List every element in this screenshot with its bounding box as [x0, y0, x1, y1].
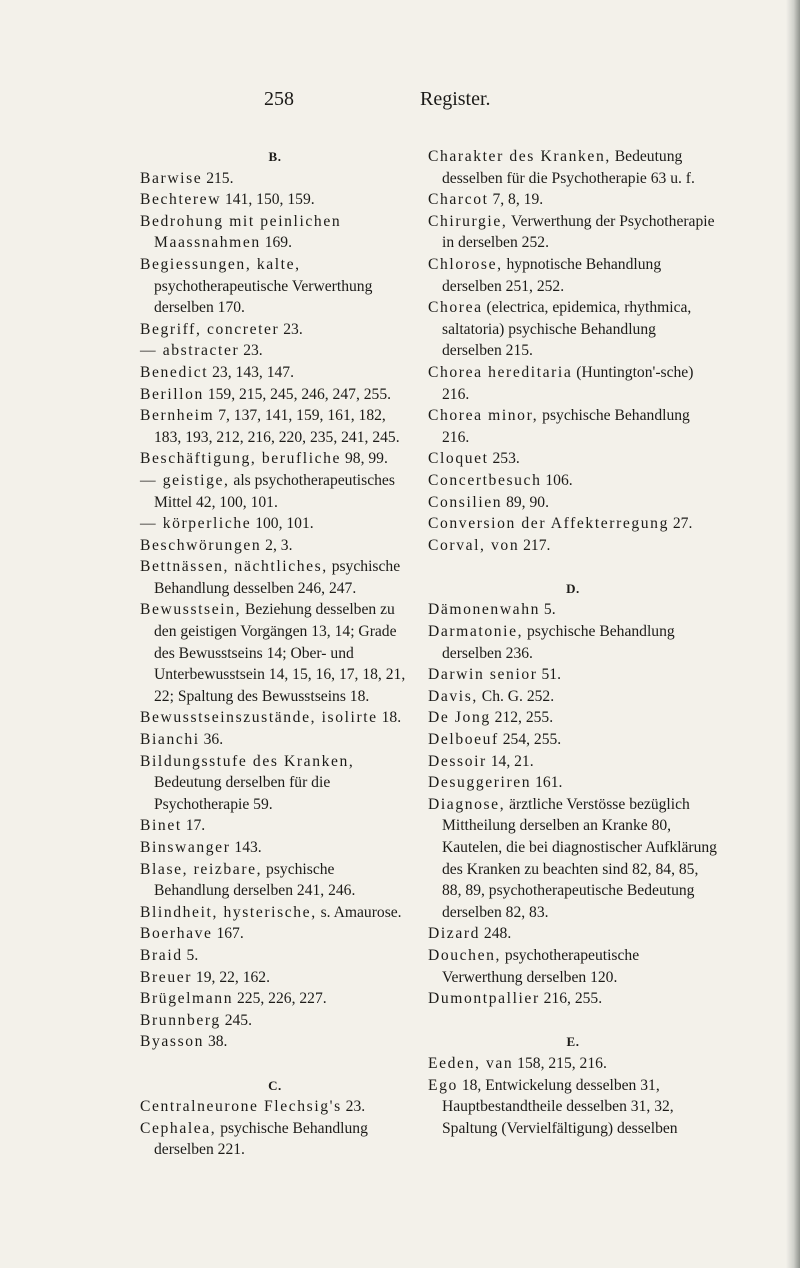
index-entry-head: Binswanger	[140, 839, 231, 856]
index-entry-refs: Bedeutung derselben für die Psychotherapie 59.	[154, 774, 331, 813]
index-entry-head: Chorea hereditaria	[428, 363, 573, 381]
index-entry-refs: 23, 143, 147.	[208, 363, 294, 381]
index-entry-refs: psychische Behandlung desselben 246, 247.	[154, 558, 401, 597]
index-entry-refs: 89, 90.	[502, 493, 549, 511]
index-entry-refs: 17.	[181, 817, 206, 835]
index-entry-refs: 141, 150, 159.	[221, 191, 315, 209]
index-entry	[140, 384, 410, 406]
index-entry-head: Charcot	[428, 191, 489, 209]
index-entry-refs: 100, 101.	[251, 515, 314, 533]
index-entry-refs: s. Amaurose.	[316, 903, 402, 921]
index-entry-refs: 158, 215, 216.	[513, 1054, 607, 1072]
index-entry-refs: 18.	[377, 709, 402, 727]
index-entry-refs: Verwerthung der Psychotherapie in derselben 252.	[442, 212, 715, 252]
index-entry-head: Chorea minor,	[428, 407, 539, 425]
index-entry-head: Dumontpallier	[428, 990, 540, 1008]
index-entry	[428, 297, 718, 362]
index-entry-refs: 14, 21.	[486, 752, 534, 770]
index-entry	[140, 319, 410, 341]
index-entry	[428, 707, 718, 729]
index-entry-head: Davis,	[428, 687, 478, 705]
index-entry	[428, 405, 718, 448]
index-entry	[140, 1118, 410, 1161]
index-entry	[140, 513, 410, 535]
index-column-right	[428, 146, 718, 1139]
index-entry-refs: psychotherapeutische Verwerthung derselben 170.	[154, 277, 373, 317]
index-entry-refs: ärztliche Verstösse bezüglich Mittheilung derselben an Kranke 80, Kautelen, die bei diagnostischer Aufklärung des Kranken zu beachten sind 82, 84, 85, 88, 89, psychotherapeutische Bedeutung derselben 82, 83.	[442, 795, 717, 921]
index-entry-refs: 248.	[480, 925, 512, 943]
section-letter: C.	[268, 1077, 282, 1093]
index-entry-head: Corval, von	[428, 536, 520, 554]
index-entry	[428, 729, 718, 751]
index-entry-head: Beschwörungen	[140, 536, 262, 554]
index-entry-refs: 23.	[341, 1098, 366, 1116]
index-entry	[428, 492, 718, 514]
index-entry-head: Delboeuf	[428, 731, 499, 749]
running-title: Register.	[420, 88, 491, 110]
index-entry-refs: Bedeutung desselben für die Psychotherapie 63 u. f.	[442, 148, 695, 187]
index-entry-refs: 254, 255.	[498, 731, 562, 749]
index-entry	[428, 513, 718, 535]
index-entry-head: Begiessungen, kalte,	[140, 255, 301, 273]
index-entry	[140, 1096, 410, 1118]
index-entry-refs: 7, 8, 19.	[488, 191, 544, 209]
index-entry	[428, 621, 718, 664]
index-entry-refs: 98, 99.	[341, 450, 388, 468]
index-entry	[428, 470, 718, 492]
index-entry	[140, 189, 410, 211]
index-entry	[140, 923, 410, 945]
index-entry-refs: Ch. G. 252.	[477, 687, 555, 705]
index-entry	[140, 945, 410, 967]
index-entry-refs: 161.	[531, 774, 563, 792]
index-entry-head: Consilien	[428, 493, 503, 511]
index-entry-refs: 18, Entwickelung desselben 31, Hauptbestandtheile desselben 31, 32, Spaltung (Vervielfältigung) desselben	[442, 1076, 678, 1137]
index-entry-head: — körperliche	[140, 515, 252, 533]
index-entry-head: Bewusstseinszustände, isolirte	[140, 709, 378, 727]
index-entry	[428, 362, 718, 405]
section-spacer	[428, 556, 718, 578]
index-entry	[140, 815, 410, 837]
index-entry	[428, 945, 718, 988]
index-entry	[428, 211, 718, 254]
index-entry	[140, 599, 410, 707]
index-entry-head: Blase, reizbare,	[140, 860, 263, 878]
page-header	[0, 88, 800, 116]
index-entry	[140, 470, 410, 513]
index-entry-head: Blindheit, hysterische,	[140, 903, 317, 921]
index-entry-refs: 2, 3.	[261, 536, 293, 554]
index-entry-refs: 169.	[260, 234, 292, 252]
section-letter: D.	[566, 580, 580, 596]
page-edge	[786, 0, 800, 1268]
index-entry-head: Dämonenwahn	[428, 601, 540, 619]
index-entry-refs: psychische Behandlung derselben 236.	[442, 623, 675, 662]
section-letter: B.	[268, 149, 282, 164]
index-entry-head: Bewusstsein,	[140, 601, 242, 619]
index-entry-refs: 225, 226, 227.	[233, 990, 327, 1008]
index-entry-head: Beschäftigung, berufliche	[140, 450, 342, 468]
index-entry-refs: 38.	[204, 1033, 228, 1051]
index-entry-refs: 143.	[230, 839, 262, 856]
index-entry-head: Eeden, van	[428, 1054, 514, 1072]
index-entry-head: Brunnberg	[140, 1011, 221, 1029]
index-entry-refs: 253.	[488, 450, 520, 468]
index-entry	[428, 146, 718, 189]
index-entry	[428, 535, 718, 557]
index-entry-refs: 5.	[540, 601, 556, 619]
index-entry	[140, 405, 410, 448]
index-entry	[428, 794, 718, 924]
index-entry-head: Diagnose,	[428, 795, 506, 813]
index-entry-refs: 217.	[519, 536, 551, 554]
index-entry-head: De Jong	[428, 709, 491, 727]
index-entry-refs: psychotherapeutische Verwerthung derselben 120.	[442, 946, 640, 986]
index-entry-refs: 167.	[212, 925, 244, 943]
section-letter: E.	[566, 1034, 580, 1050]
index-entry-head: Binet	[140, 817, 182, 835]
index-entry	[428, 664, 718, 686]
index-entry-head: Begriff, concreter	[140, 320, 280, 338]
index-entry-refs: 51.	[537, 666, 561, 684]
index-entry-refs: 19, 22, 162.	[192, 968, 270, 986]
index-entry-head: Barwise	[140, 169, 203, 187]
index-entry-head: Chirurgie,	[428, 212, 508, 230]
index-entry	[140, 837, 410, 859]
index-entry-head: Boerhave	[140, 925, 213, 943]
index-entry-head: Byasson	[140, 1033, 205, 1051]
index-entry-head: Berillon	[140, 385, 204, 403]
index-entry-refs: hypnotische Behandlung derselben 251, 252.	[442, 255, 662, 295]
index-entry-refs: 27.	[668, 515, 693, 533]
index-entry-refs: 106.	[541, 471, 573, 489]
index-entry-head: Desuggeriren	[428, 774, 532, 792]
index-entry-head: Benedict	[140, 363, 209, 381]
index-entry	[428, 988, 718, 1010]
index-entry-head: Dizard	[428, 925, 481, 943]
section-spacer	[428, 1010, 718, 1032]
index-entry-head: Centralneurone Flechsig's	[140, 1098, 342, 1116]
index-entry	[140, 448, 410, 470]
index-entry-refs: 245.	[220, 1011, 252, 1029]
index-entry	[140, 556, 410, 599]
index-entry-head: Chorea	[428, 299, 483, 317]
index-entry-head: Ego	[428, 1076, 458, 1094]
index-entry-head: Breuer	[140, 968, 193, 986]
index-entry-head: Cloquet	[428, 450, 489, 468]
index-entry-refs: 212, 255.	[490, 709, 554, 727]
index-entry-refs: als psychotherapeutisches Mittel 42, 100, 101.	[154, 471, 395, 511]
index-entry-refs: 23.	[279, 320, 303, 338]
index-entry	[140, 340, 410, 362]
index-entry	[140, 1031, 410, 1053]
index-entry-refs: psychische Behandlung derselben 241, 246.	[154, 860, 356, 900]
index-entry	[140, 168, 410, 190]
index-entry	[140, 729, 410, 751]
index-entry-refs: 23.	[239, 342, 263, 360]
index-entry-refs: 216, 255.	[539, 990, 603, 1008]
index-entry	[140, 988, 410, 1010]
index-entry-head: Charakter des Kranken,	[428, 148, 611, 165]
index-entry	[140, 362, 410, 384]
index-entry-refs: 159, 215, 245, 246, 247, 255.	[203, 385, 392, 403]
index-entry-refs: 7, 137, 141, 159, 161, 182, 183, 193, 212, 216, 220, 235, 241, 245.	[154, 407, 400, 446]
index-entry	[428, 254, 718, 297]
index-entry	[140, 535, 410, 557]
index-entry	[140, 859, 410, 902]
index-entry-refs: psychische Behandlung derselben 221.	[154, 1119, 368, 1159]
index-entry-head: Brügelmann	[140, 990, 234, 1008]
index-entry-refs: Beziehung desselben zu den geistigen Vorgängen 13, 14; Grade des Bewusstseins 14; Ober- und Unterbewusstsein 14, 15, 16, 17, 18, 21, 22; Spaltung des Bewusstseins 18.	[154, 601, 406, 705]
index-entry	[140, 902, 410, 924]
index-entry-head: Braid	[140, 946, 183, 964]
index-column-left	[140, 146, 410, 1161]
index-entry-head: Bettnässen, nächtliches,	[140, 558, 328, 576]
index-entry	[140, 1010, 410, 1032]
index-entry	[428, 448, 718, 470]
index-entry-refs: (Huntington'-sche) 216.	[442, 363, 694, 403]
index-entry	[140, 967, 410, 989]
index-entry-head: Douchen,	[428, 946, 501, 964]
index-entry-head: Darwin senior	[428, 666, 538, 684]
index-entry-head: Darmatonie,	[428, 623, 524, 641]
index-entry	[428, 772, 718, 794]
index-entry-head: — abstracter	[140, 342, 240, 360]
index-entry-refs: 215.	[202, 169, 234, 187]
index-entry	[428, 599, 718, 621]
section-spacer	[140, 1053, 410, 1075]
page-number: 258	[264, 88, 294, 110]
index-entry-head: Dessoir	[428, 752, 487, 770]
index-entry-head: Cephalea,	[140, 1119, 217, 1137]
index-entry	[140, 211, 410, 254]
index-entry	[428, 1053, 718, 1075]
index-entry-refs: 36.	[199, 731, 224, 749]
index-entry-head: Conversion der Affekterregung	[428, 515, 669, 533]
index-entry-refs: (electrica, epidemica, rhythmica, saltatoria) psychische Behandlung derselben 215.	[442, 299, 692, 360]
index-entry	[428, 1075, 718, 1140]
index-entry	[428, 189, 718, 211]
index-entry-refs: 5.	[182, 946, 199, 964]
index-entry	[428, 923, 718, 945]
index-entry-head: Concertbesuch	[428, 471, 542, 489]
index-entry	[140, 751, 410, 816]
index-entry	[428, 751, 718, 773]
index-entry-head: Bechterew	[140, 191, 222, 209]
index-entry-head: Chlorose,	[428, 255, 503, 273]
index-entry-head: Bianchi	[140, 731, 200, 749]
index-entry-head: — geistige,	[140, 471, 230, 489]
index-entry	[140, 707, 410, 729]
index-entry-head: Bedrohung mit peinlichen Maassnahmen	[140, 212, 342, 252]
index-entry	[140, 254, 410, 319]
index-entry-refs: psychische Behandlung 216.	[442, 407, 690, 446]
index-entry-head: Bernheim	[140, 407, 215, 425]
index-entry-head: Bildungsstufe des Kranken,	[140, 752, 355, 770]
index-entry	[428, 686, 718, 708]
